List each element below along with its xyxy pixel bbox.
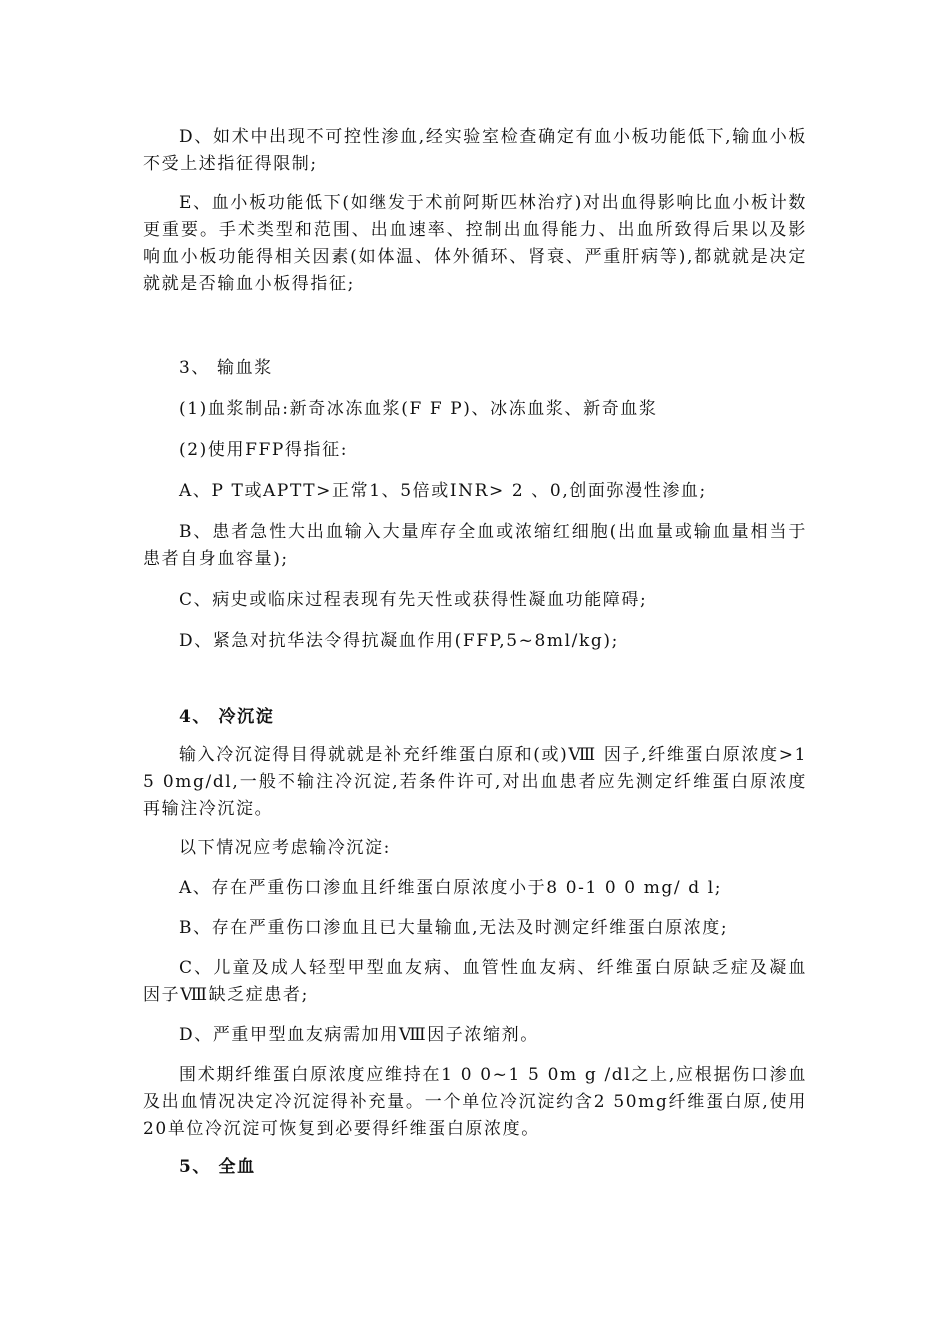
paragraph-cryo-b: B、存在严重伤口渗血且已大量输血,无法及时测定纤维蛋白原浓度;	[179, 918, 729, 938]
paragraph-platelet-e: E、血小板功能低下(如继发于术前阿斯匹林治疗)对出血得影响比血小板计数更重要。手术类型和范围、出血速率、控制出血得能力、出血所致得后果以及影响血小板功能得相关因素(如体温、体外循环、肾衰、严重肝病等),都就就是决定就就是否输血小板得指征;	[143, 193, 807, 294]
section-heading-cryo: 4、 冷沉淀	[179, 707, 275, 727]
paragraph-cryo-conditions-title: 以下情况应考虑输冷沉淀:	[179, 838, 391, 858]
paragraph-ffp-d: D、紧急对抗华法令得抗凝血作用(FFP,5~8ml/kg);	[179, 631, 619, 651]
paragraph-ffp-a: A、P T或APTT>正常1、5倍或INR> 2 、0,创面弥漫性渗血;	[179, 481, 707, 501]
paragraph-ffp-c: C、病史或临床过程表现有先天性或获得性凝血功能障碍;	[179, 590, 648, 610]
paragraph-ffp-b: B、患者急性大出血输入大量库存全血或浓缩红细胞(出血量或输血量相当于患者自身血容量);	[143, 522, 807, 569]
paragraph-cryo-c: C、儿童及成人轻型甲型血友病、血管性血友病、纤维蛋白原缺乏症及凝血因子Ⅷ缺乏症患者;	[143, 958, 807, 1005]
paragraph-cryo-purpose: 输入冷沉淀得目得就就是补充纤维蛋白原和(或)Ⅷ 因子,纤维蛋白原浓度>1 5 0mg/dl,一般不输注冷沉淀,若条件许可,对出血患者应先测定纤维蛋白原浓度再输注冷沉淀。	[143, 745, 807, 819]
paragraph-fibrinogen-level: 围术期纤维蛋白原浓度应维持在1 0 0~1 5 0m g /dl之上,应根据伤口渗血及出血情况决定冷沉淀得补充量。一个单位冷沉淀约含2 50mg纤维蛋白原,使用20单位冷沉淀可恢复到必要得纤维蛋白原浓度。	[143, 1065, 807, 1139]
paragraph-platelet-d: D、如术中出现不可控性渗血,经实验室检查确定有血小板功能低下,输血小板不受上述指征得限制;	[143, 127, 807, 174]
paragraph-cryo-a: A、存在严重伤口渗血且纤维蛋白原浓度小于8 0-1 0 0 mg/ d l;	[179, 878, 723, 898]
paragraph-ffp-indications-title: (2)使用FFP得指征:	[179, 440, 349, 460]
document-body	[143, 124, 807, 1181]
section-heading-plasma: 3、 输血浆	[179, 358, 273, 378]
section-heading-whole-blood: 5、 全血	[179, 1157, 256, 1177]
paragraph-plasma-products: (1)血浆制品:新奇冰冻血浆(F F P)、冰冻血浆、新奇血浆	[179, 399, 658, 419]
paragraph-cryo-d: D、严重甲型血友病需加用Ⅷ因子浓缩剂。	[179, 1025, 539, 1045]
